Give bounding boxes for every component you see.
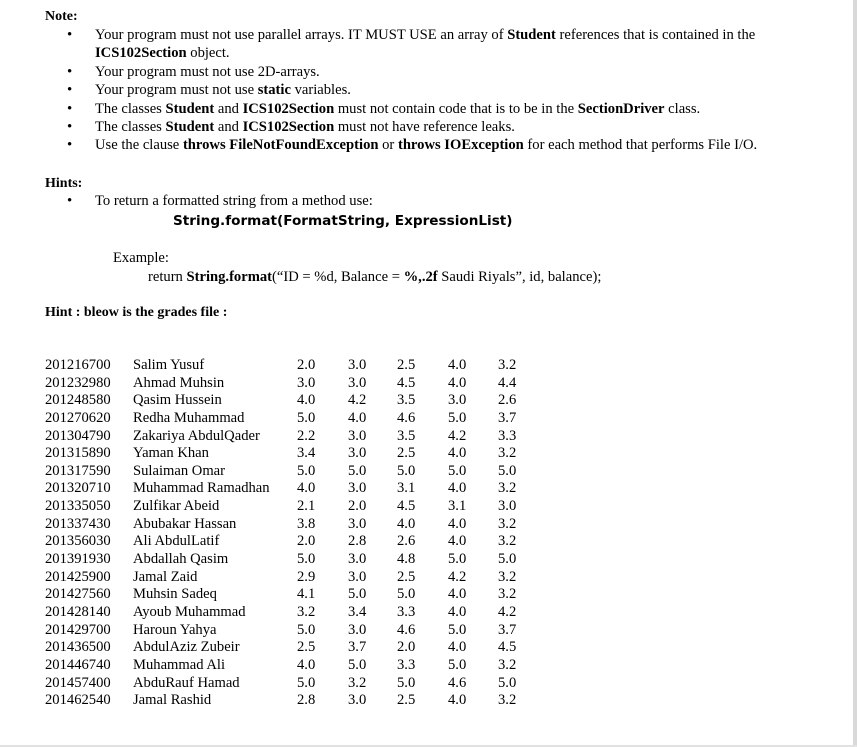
student-id: 201315890	[45, 445, 111, 462]
code-snippet: String.format(FormatString, ExpressionList)	[173, 213, 513, 229]
grade-value: 3.0	[348, 568, 367, 585]
grade-value: 2.5	[397, 568, 416, 585]
grade-value: 4.2	[498, 603, 517, 620]
student-name: AbdulAziz Zubeir	[133, 639, 240, 656]
student-name: Jamal Rashid	[133, 692, 212, 709]
student-id: 201304790	[45, 427, 111, 444]
grade-value: 5.0	[448, 656, 467, 673]
student-name: Qasim Hussein	[133, 392, 222, 409]
student-id: 201216700	[45, 357, 111, 373]
student-name: Ali AbdulLatif	[133, 533, 220, 550]
grade-value: 3.5	[397, 392, 416, 409]
grade-value: 5.0	[297, 462, 316, 479]
grade-value: 5.0	[448, 409, 467, 426]
grade-value: 3.2	[498, 586, 517, 603]
grade-value: 2.2	[297, 427, 316, 444]
grade-value: 4.0	[297, 480, 316, 497]
grade-value: 3.0	[348, 515, 367, 532]
grade-value: 3.0	[348, 445, 367, 462]
grade-value: 3.4	[348, 603, 367, 620]
grade-value: 4.0	[448, 357, 467, 373]
grade-value: 4.2	[348, 392, 367, 409]
grade-value: 4.8	[397, 551, 416, 568]
grade-value: 2.1	[297, 498, 316, 515]
student-name: Zakariya AbdulQader	[133, 427, 260, 444]
grade-value: 5.0	[348, 586, 367, 603]
student-id: 201425900	[45, 568, 111, 585]
grade-value: 2.0	[297, 533, 316, 550]
grade-value: 4.0	[448, 603, 467, 620]
student-name: Salim Yusuf	[133, 357, 205, 373]
grade-value: 2.5	[297, 639, 316, 656]
grade-value: 3.2	[498, 515, 517, 532]
grade-value: 3.7	[348, 639, 367, 656]
grade-value: 4.0	[297, 656, 316, 673]
student-id: 201429700	[45, 621, 111, 638]
grade-value: 2.8	[297, 692, 316, 709]
grade-value: 2.5	[397, 445, 416, 462]
student-name: Abubakar Hassan	[133, 515, 237, 532]
grade-value: 3.0	[448, 392, 467, 409]
student-name: Muhammad Ramadhan	[133, 480, 270, 497]
student-name: Redha Muhammad	[133, 409, 245, 426]
list-item: • Use the clause throws FileNotFoundException or throws IOException for each method that performs File I/O.	[62, 136, 812, 154]
grade-value: 5.0	[297, 621, 316, 638]
note-list	[62, 26, 812, 155]
grade-value: 3.0	[297, 374, 316, 391]
grade-value: 4.2	[448, 568, 467, 585]
hints-heading: Hints:	[45, 176, 83, 191]
grade-value: 3.2	[498, 568, 517, 585]
student-id: 201427560	[45, 586, 111, 603]
grade-value: 5.0	[448, 621, 467, 638]
grade-value: 4.1	[297, 586, 316, 603]
grade-value: 3.0	[348, 551, 367, 568]
grade-value: 2.8	[348, 533, 367, 550]
student-name: Ahmad Muhsin	[133, 374, 225, 391]
example-label: Example:	[113, 250, 169, 266]
student-id: 201356030	[45, 533, 111, 550]
grade-value: 5.0	[297, 409, 316, 426]
grade-value: 3.3	[498, 427, 517, 444]
page-edge-shadow	[853, 0, 857, 747]
student-id: 201232980	[45, 374, 111, 391]
student-name: Haroun Yahya	[133, 621, 217, 638]
grade-value: 3.0	[348, 374, 367, 391]
grade-value: 3.0	[348, 427, 367, 444]
grades-heading: Hint : bleow is the grades file :	[45, 305, 228, 320]
grade-value: 4.0	[448, 533, 467, 550]
list-item: • Your program must not use parallel arrays. IT MUST USE an array of Student references that is contained in the ICS102Section object.	[62, 26, 812, 63]
student-name: Abdallah Qasim	[133, 551, 229, 568]
grade-value: 4.6	[397, 409, 416, 426]
grade-value: 2.6	[397, 533, 416, 550]
grade-value: 5.0	[498, 462, 517, 479]
student-name: Jamal Zaid	[133, 568, 198, 585]
student-name: Zulfikar Abeid	[133, 498, 220, 515]
grade-value: 3.7	[498, 621, 517, 638]
list-item: • Your program must not use static variables.	[62, 81, 812, 99]
grade-value: 4.0	[448, 515, 467, 532]
grade-value: 5.0	[297, 551, 316, 568]
grade-value: 5.0	[498, 551, 517, 568]
list-item: • The classes Student and ICS102Section must not contain code that is to be in the SectionDriver class.	[62, 100, 812, 118]
list-item: • Your program must not use 2D-arrays.	[62, 63, 812, 81]
grade-value: 2.0	[297, 357, 316, 373]
note-heading: Note:	[45, 9, 78, 24]
student-id: 201248580	[45, 392, 111, 409]
grade-value: 4.6	[448, 674, 467, 691]
grade-value: 4.5	[397, 498, 416, 515]
student-name: Yaman Khan	[133, 445, 209, 462]
grade-value: 4.0	[297, 392, 316, 409]
grade-value: 3.1	[397, 480, 416, 497]
grade-value: 4.4	[498, 374, 517, 391]
student-id: 201270620	[45, 409, 111, 426]
student-name: Sulaiman Omar	[133, 462, 226, 479]
grade-value: 4.0	[348, 409, 367, 426]
grade-value: 3.0	[348, 480, 367, 497]
grade-value: 5.0	[448, 462, 467, 479]
grade-value: 3.2	[498, 656, 517, 673]
hint-text: To return a formatted string from a method use:	[95, 193, 373, 209]
grade-value: 3.5	[397, 427, 416, 444]
student-id: 201462540	[45, 692, 111, 709]
student-id: 201391930	[45, 551, 111, 568]
student-id: 201457400	[45, 674, 111, 691]
grade-value: 5.0	[397, 462, 416, 479]
grade-value: 3.0	[348, 621, 367, 638]
student-name: Ayoub Muhammad	[133, 603, 246, 620]
grade-value: 3.0	[348, 692, 367, 709]
grade-value: 4.0	[448, 639, 467, 656]
grade-value: 4.0	[448, 586, 467, 603]
grade-value: 4.5	[397, 374, 416, 391]
grade-value: 5.0	[348, 462, 367, 479]
grade-value: 2.0	[348, 498, 367, 515]
student-name: Muhsin Sadeq	[133, 586, 217, 603]
grade-value: 3.2	[498, 480, 517, 497]
grade-value: 5.0	[448, 551, 467, 568]
example-code: return String.format(“ID = %d, Balance = %,.2f Saudi Riyals”, id, balance);	[148, 269, 602, 285]
grade-value: 3.2	[348, 674, 367, 691]
grade-value: 3.8	[297, 515, 316, 532]
grade-value: 3.7	[498, 409, 517, 426]
grade-value: 4.5	[498, 639, 517, 656]
grade-value: 2.9	[297, 568, 316, 585]
grade-value: 3.2	[498, 357, 517, 373]
student-id: 201436500	[45, 639, 111, 656]
grade-value: 5.0	[297, 674, 316, 691]
list-item: • The classes Student and ICS102Section must not have reference leaks.	[62, 118, 812, 136]
grade-value: 4.0	[448, 480, 467, 497]
student-id: 201428140	[45, 603, 111, 620]
student-id: 201320710	[45, 480, 111, 497]
grade-value: 4.0	[397, 515, 416, 532]
grade-value: 3.2	[498, 445, 517, 462]
grade-value: 4.2	[448, 427, 467, 444]
grade-value: 3.0	[498, 498, 517, 515]
student-name: AbduRauf Hamad	[133, 674, 240, 691]
grade-value: 3.1	[448, 498, 467, 515]
student-id: 201335050	[45, 498, 111, 515]
grade-value: 3.3	[397, 656, 416, 673]
grade-value: 2.5	[397, 357, 416, 373]
grade-value: 5.0	[397, 586, 416, 603]
grade-value: 4.0	[448, 445, 467, 462]
grade-value: 3.0	[348, 357, 367, 373]
grade-value: 5.0	[498, 674, 517, 691]
grade-value: 3.4	[297, 445, 316, 462]
grade-value: 5.0	[397, 674, 416, 691]
grade-value: 5.0	[348, 656, 367, 673]
student-id: 201317590	[45, 462, 111, 479]
student-name: Muhammad Ali	[133, 656, 226, 673]
grade-value: 3.2	[498, 692, 517, 709]
student-id: 201337430	[45, 515, 111, 532]
grade-value: 3.3	[397, 603, 416, 620]
grade-value: 2.0	[397, 639, 416, 656]
grade-value: 3.2	[297, 603, 316, 620]
grade-value: 3.2	[498, 533, 517, 550]
grade-value: 4.0	[448, 692, 467, 709]
grade-value: 2.5	[397, 692, 416, 709]
grade-value: 2.6	[498, 392, 517, 409]
grade-value: 4.6	[397, 621, 416, 638]
student-id: 201446740	[45, 656, 111, 673]
bullet-icon: •	[67, 193, 73, 209]
grade-value: 4.0	[448, 374, 467, 391]
